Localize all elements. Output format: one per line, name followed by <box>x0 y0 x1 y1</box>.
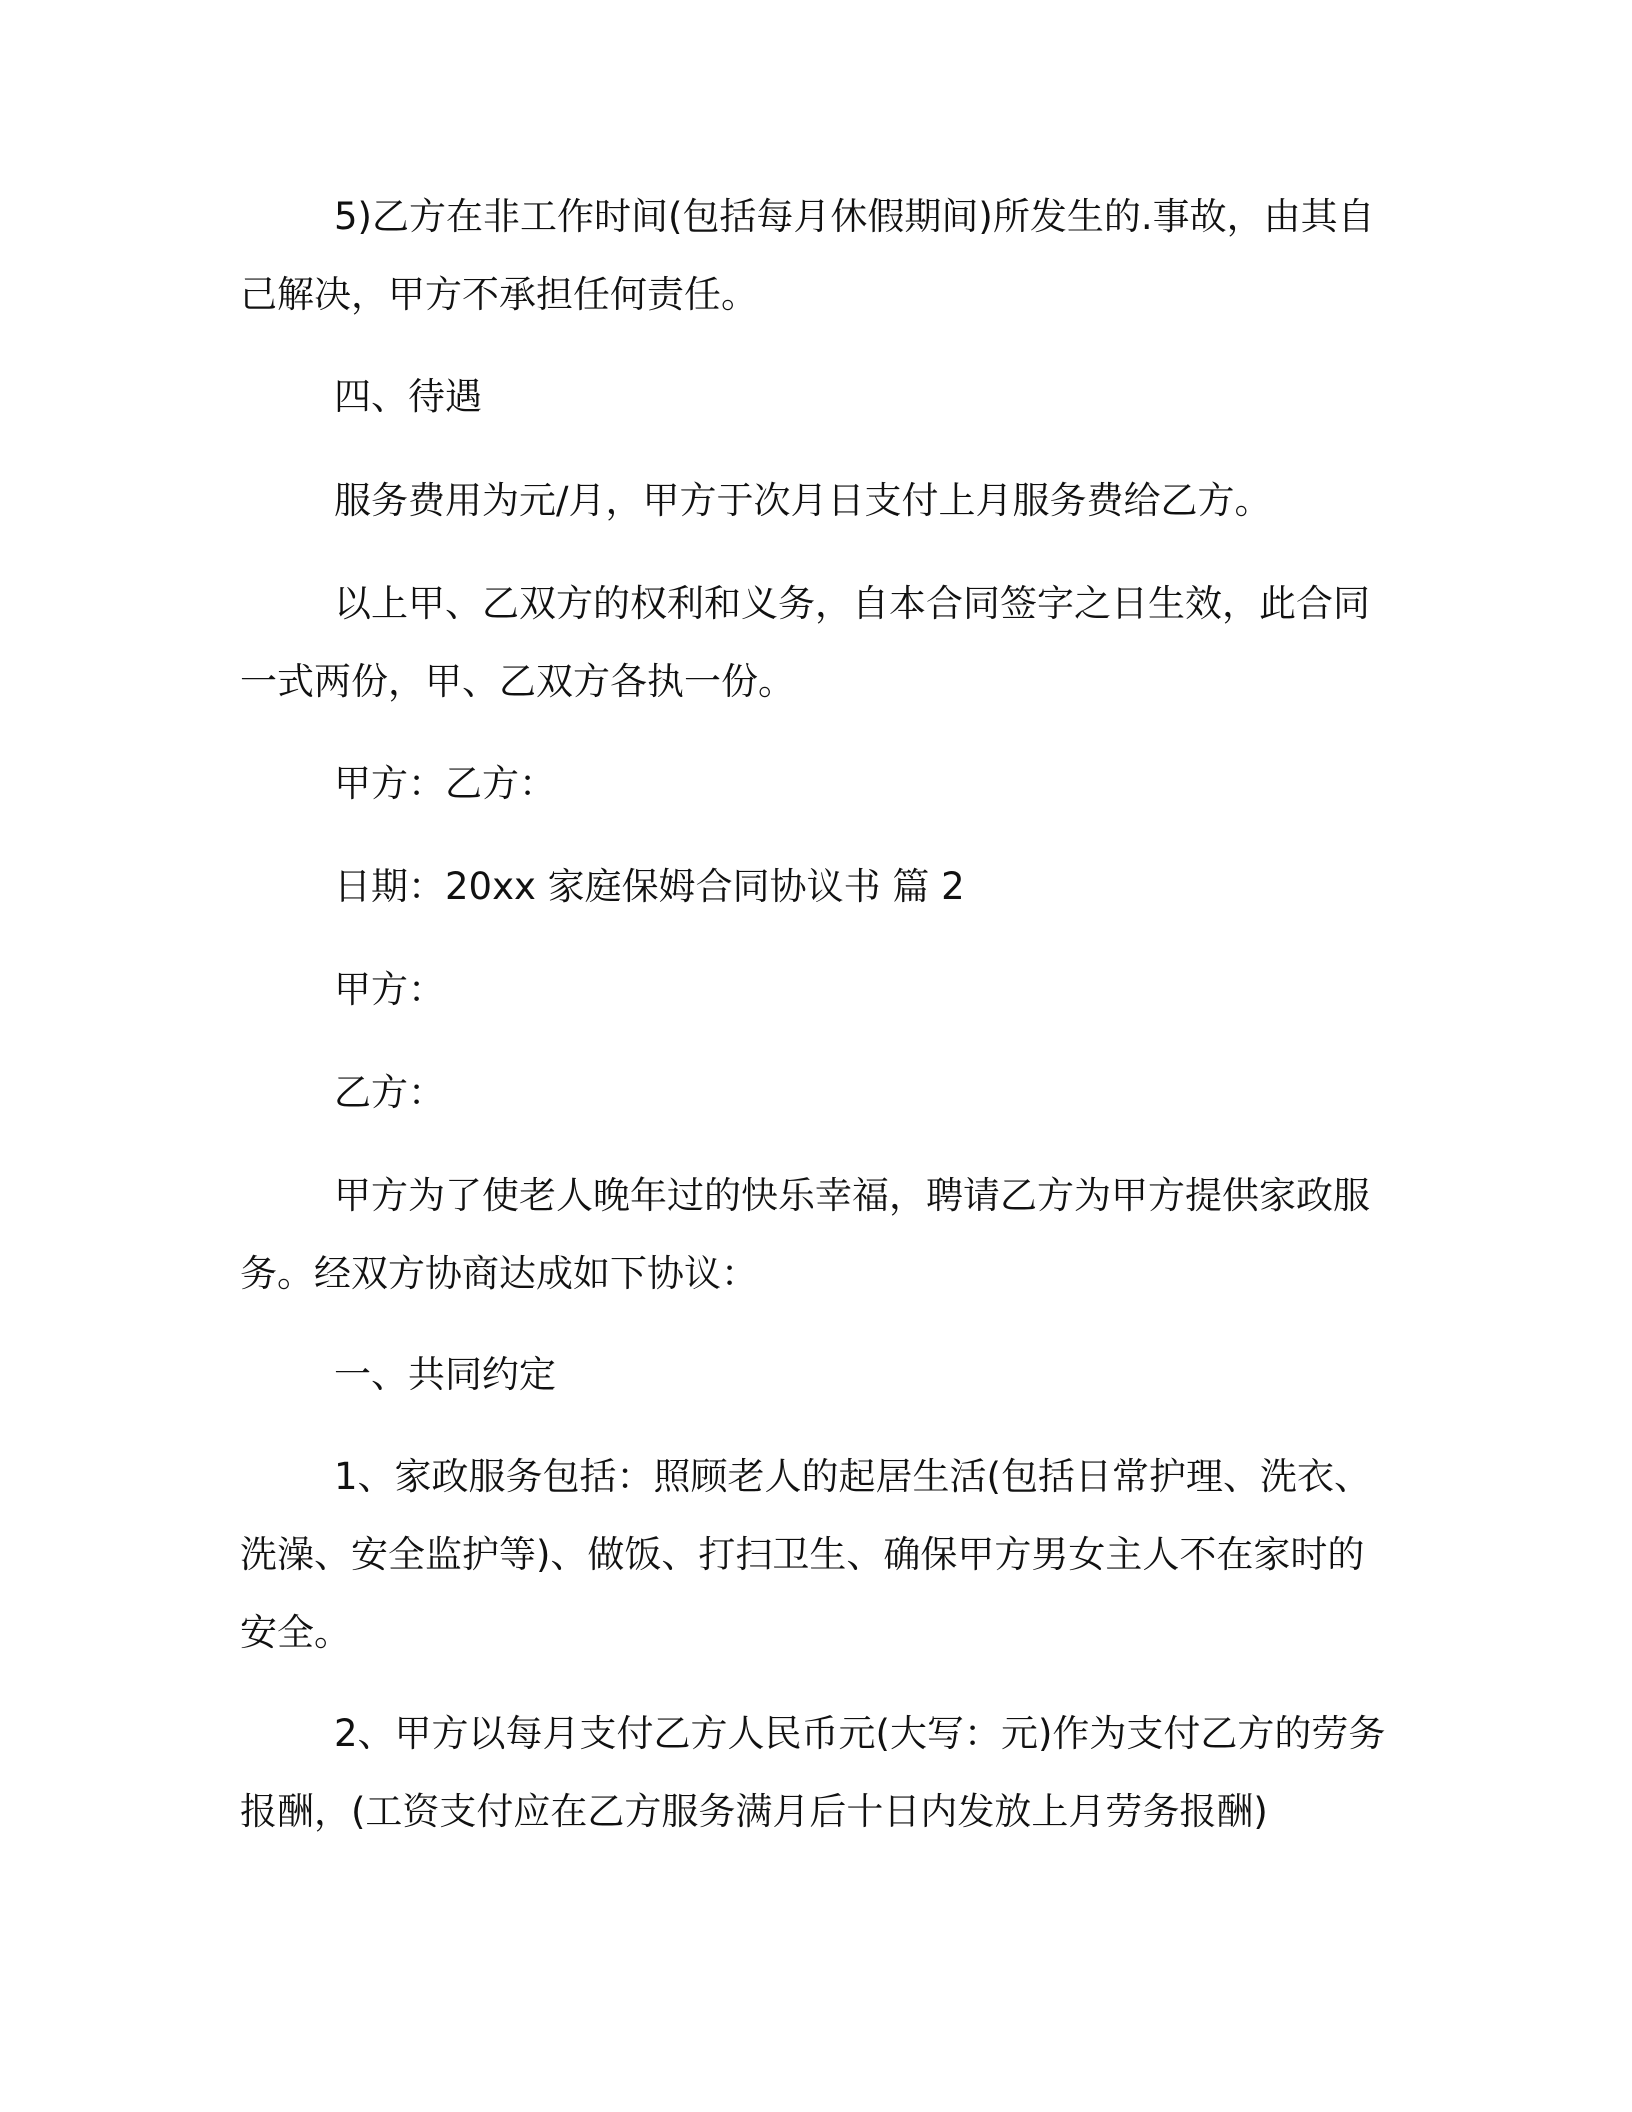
paragraph-accident-clause: 5)乙方在非工作时间(包括每月休假期间)所发生的.事故，由其自己解决，甲方不承担任何责任。 <box>240 195 1375 316</box>
party-b-line: 乙方： <box>334 1071 445 1114</box>
paragraph-service-scope: 1、家政服务包括：照顾老人的起居生活(包括日常护理、洗衣、洗澡、安全监护等)、做饭、打扫卫生、确保甲方男女主人不在家时的安全。 <box>240 1455 1371 1654</box>
heading-common-agreement: 一、共同约定 <box>334 1353 556 1396</box>
paragraph-remuneration: 2、甲方以每月支付乙方人民币元(大写：元)作为支付乙方的劳务报酬，(工资支付应在乙方服务满月后十日内发放上月劳务报酬) <box>240 1712 1386 1833</box>
heading-treatment: 四、待遇 <box>334 375 482 418</box>
signature-line-parties: 甲方：乙方： <box>334 762 556 805</box>
party-a-line: 甲方： <box>334 968 445 1011</box>
paragraph-contract-effect: 以上甲、乙双方的权利和义务，自本合同签字之日生效，此合同一式两份，甲、乙双方各执一份。 <box>240 582 1370 703</box>
paragraph-intro: 甲方为了使老人晚年过的快乐幸福，聘请乙方为甲方提供家政服务。经双方协商达成如下协议： <box>240 1174 1370 1295</box>
paragraph-service-fee: 服务费用为元/月，甲方于次月日支付上月服务费给乙方。 <box>334 479 1272 522</box>
date-line-title: 日期：20xx 家庭保姆合同协议书 篇 2 <box>334 865 965 908</box>
